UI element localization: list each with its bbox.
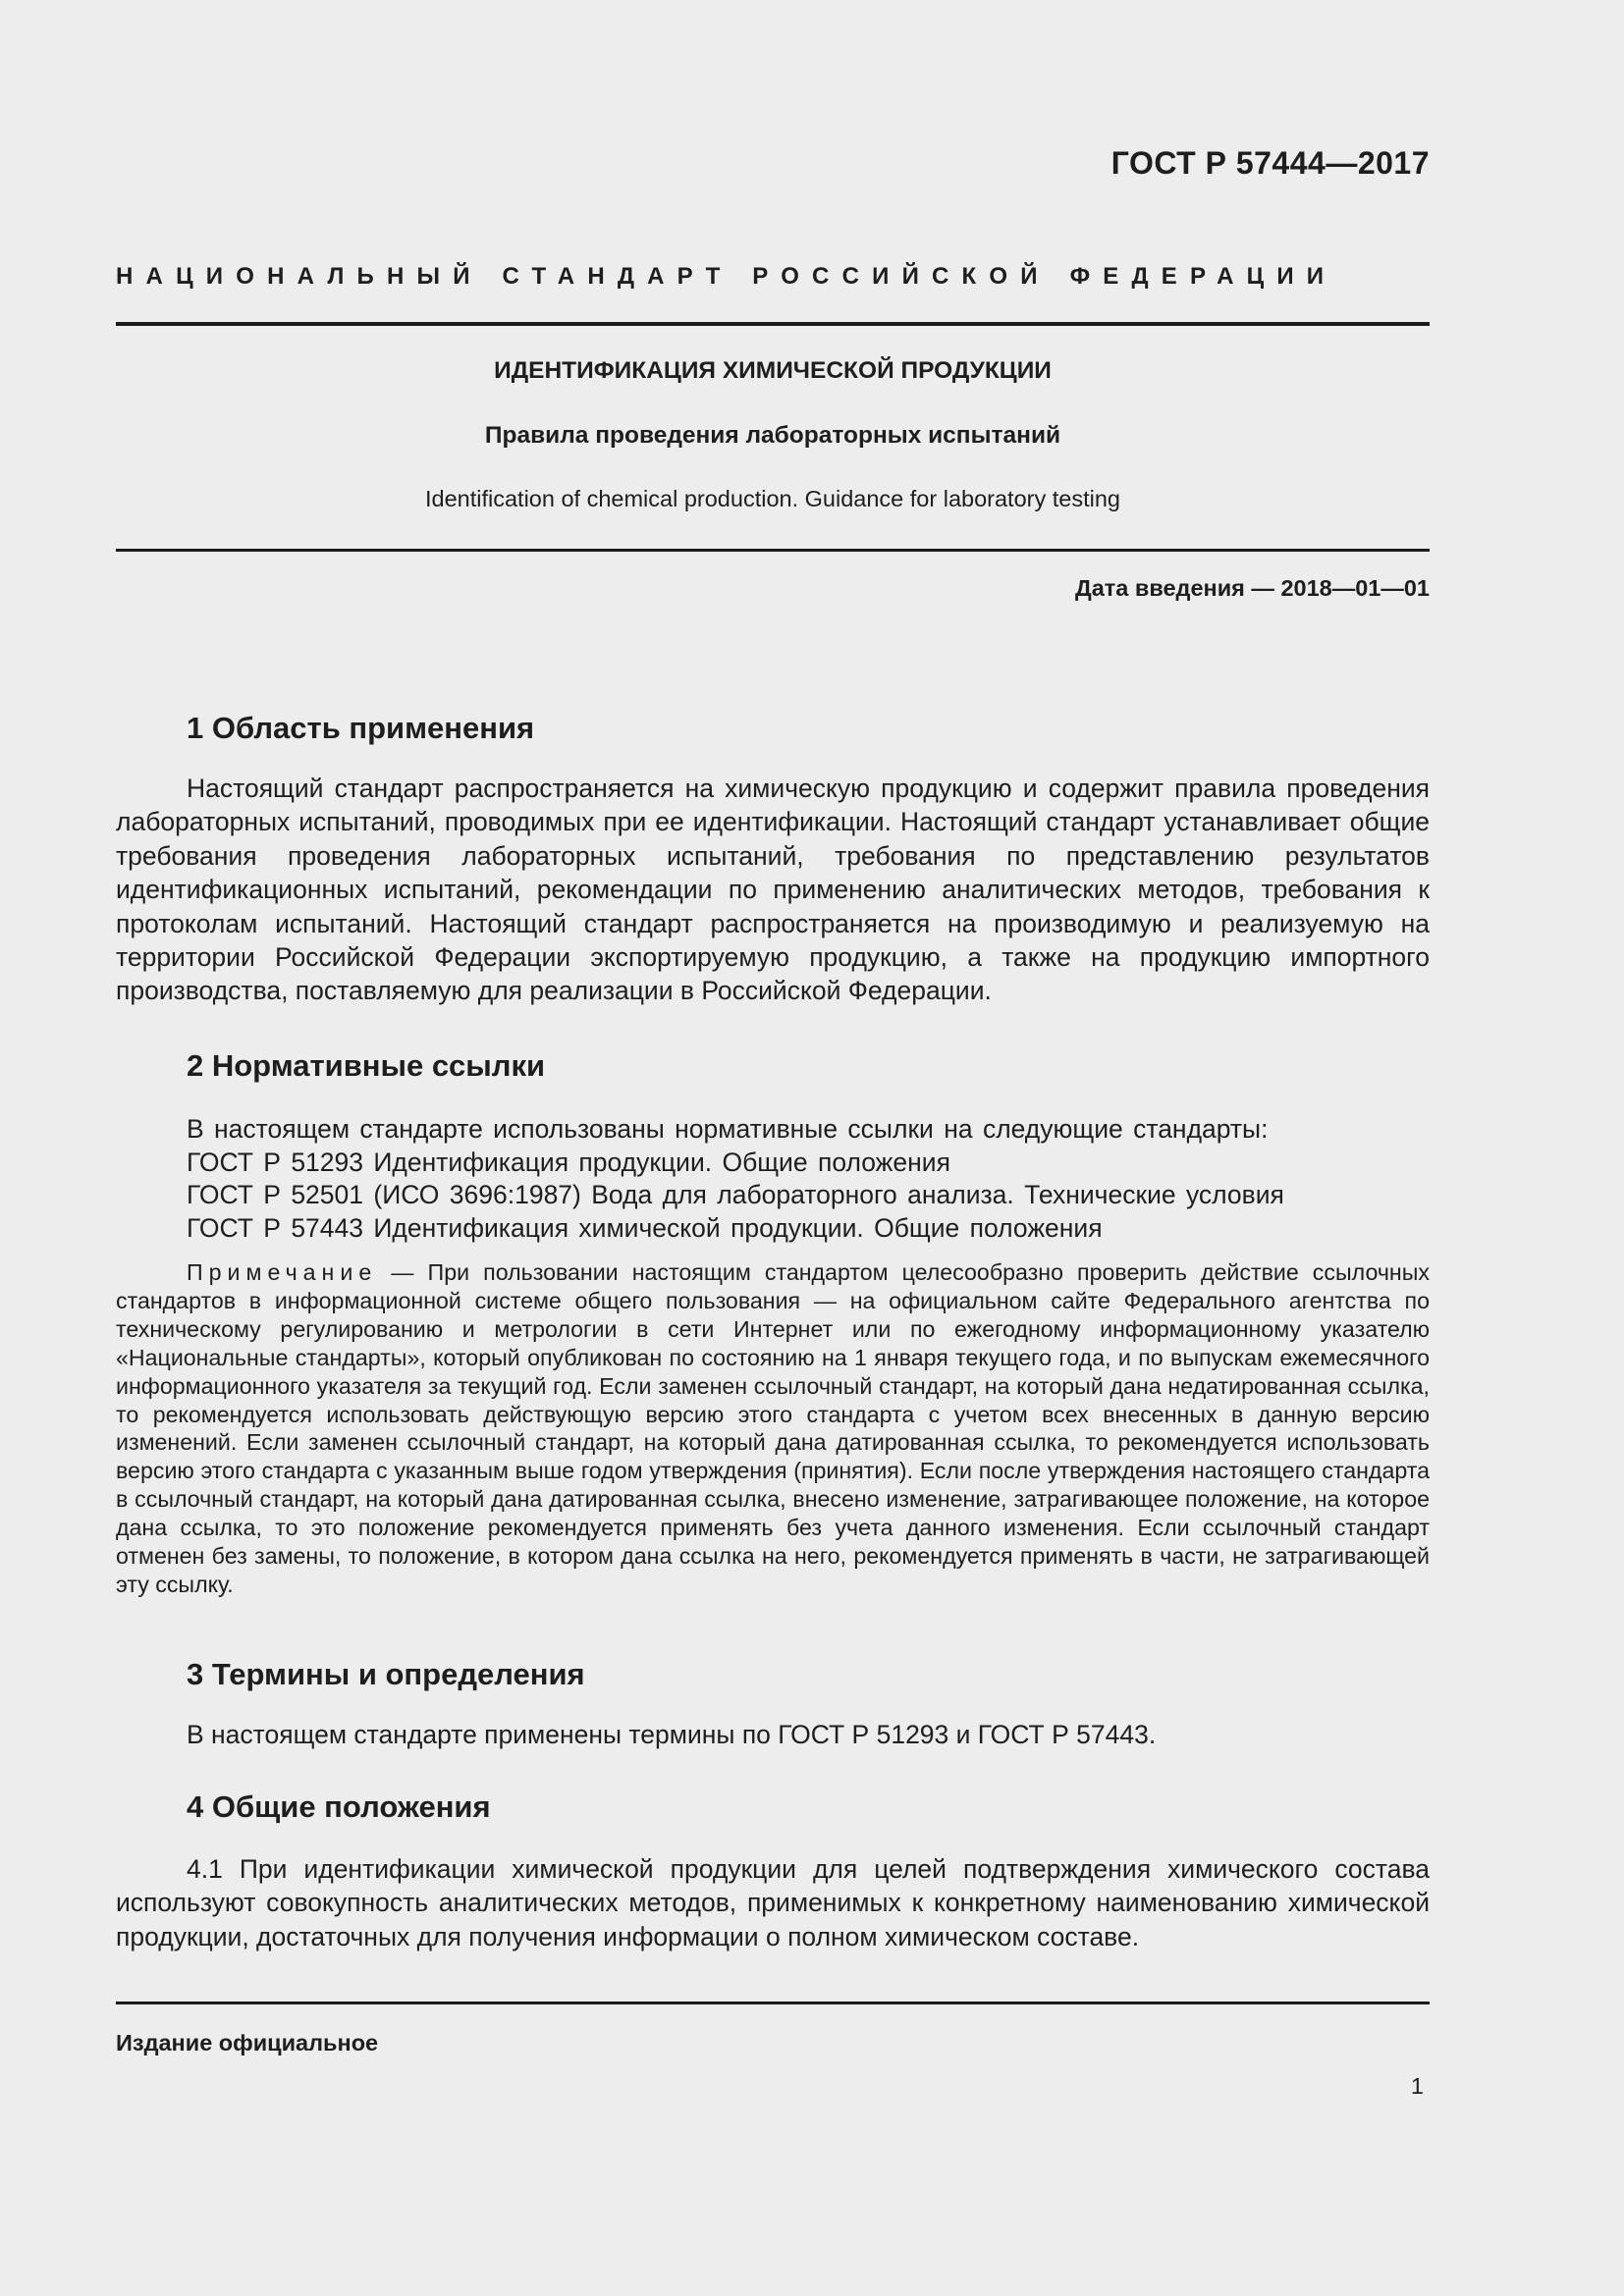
footer-divider xyxy=(116,2002,1430,2004)
section-1-text xyxy=(116,772,1430,1008)
references-intro: В настоящем стандарте использованы нормативные ссылки на следующие стандарты: xyxy=(187,1114,1269,1144)
references-note xyxy=(116,1258,1430,1599)
section-1-heading: 1 Область применения xyxy=(187,711,535,745)
section-3-heading: 3 Термины и определения xyxy=(187,1657,585,1691)
introduction-date: Дата введения — 2018—01—01 xyxy=(1074,575,1430,601)
national-standard-title: НАЦИОНАЛЬНЫЙ СТАНДАРТ РОССИЙСКОЙ ФЕДЕРАЦИИ xyxy=(116,263,1337,290)
document-title: ИДЕНТИФИКАЦИЯ ХИМИЧЕСКОЙ ПРОДУКЦИИ xyxy=(494,357,1052,384)
header-divider xyxy=(116,322,1430,326)
reference-item: ГОСТ Р 51293 Идентификация продукции. Общие положения xyxy=(187,1148,950,1177)
note-label: Примечание xyxy=(187,1259,378,1285)
reference-item: ГОСТ Р 52501 (ИСО 3696:1987) Вода для лабораторного анализа. Технические условия xyxy=(187,1180,1284,1209)
document-code: ГОСТ Р 57444—2017 xyxy=(1110,145,1430,181)
note-text: — При пользовании настоящим стандартом целесообразно проверить действие ссылочных стандартов в информационной системе общего пользования — на официальном сайте Федерального агентства по техническому регулированию и метрологии в сети Интернет или по ежегодному информационному указателю «Национальные стандарты», который опубликован по состоянию на 1 января текущего года, и по выпускам ежемесячного информационного указателя за текущий год. Если заменен ссылочный стандарт, на который дана недатированная ссылка, то рекомендуется использовать действующую версию этого стандарта с учетом всех внесенных в данную версию изменений. Если заменен ссылочный стандарт, на который дана датированная ссылка, то рекомендуется использовать версию этого стандарта с указанным выше годом утверждения (принятия). Если после утверждения настоящего стандарта в ссылочный стандарт, на который дана датированная ссылка, внесено изменение, затрагивающее положение, на которое дана ссылка, то это положение рекомендуется применять без учета данного изменения. Если ссылочный стандарт отменен без замены, то положение, в котором дана ссылка на него, рекомендуется применять в части, не затрагивающей эту ссылку. xyxy=(116,1259,1430,1597)
section-3-text xyxy=(116,1718,1430,1751)
section-4-text xyxy=(116,1852,1430,1953)
section-1-paragraph: Настоящий стандарт распространяется на химическую продукцию и содержит правила проведения лабораторных испытаний, проводимых при ее идентификации. Настоящий стандарт устанавливает общие требования проведения лабораторных испытаний, требования по представлению результатов идентификационных испытаний, рекомендации по применению аналитических методов, требования к протоколам испытаний. Настоящий стандарт распространяется на производимую и реализуемую на территории Российской Федерации экспортируемую продукцию, а также на продукцию импортного производства, поставляемую для реализации в Российской Федерации. xyxy=(116,774,1430,1006)
reference-item: ГОСТ Р 57443 Идентификация химической продукции. Общие положения xyxy=(187,1213,1103,1243)
official-edition-label: Издание официальное xyxy=(116,2030,379,2056)
section-4-paragraph: 4.1 При идентификации химической продукции для целей подтверждения химического состава используют совокупность аналитических методов, применимых к конкретному наименованию химической продукции, достаточных для получения информации о полном химическом составе. xyxy=(116,1854,1430,1951)
section-4-heading: 4 Общие положения xyxy=(187,1789,491,1824)
title-divider xyxy=(116,549,1430,552)
document-subtitle: Правила проведения лабораторных испытаний xyxy=(484,422,1061,449)
english-title: Identification of chemical production. Guidance for laboratory testing xyxy=(424,486,1120,511)
section-3-paragraph: В настоящем стандарте применены термины по ГОСТ Р 51293 и ГОСТ Р 57443. xyxy=(187,1720,1157,1749)
document-page xyxy=(116,0,1430,2296)
page-number: 1 xyxy=(1410,2073,1424,2099)
section-2-heading: 2 Нормативные ссылки xyxy=(187,1048,546,1083)
